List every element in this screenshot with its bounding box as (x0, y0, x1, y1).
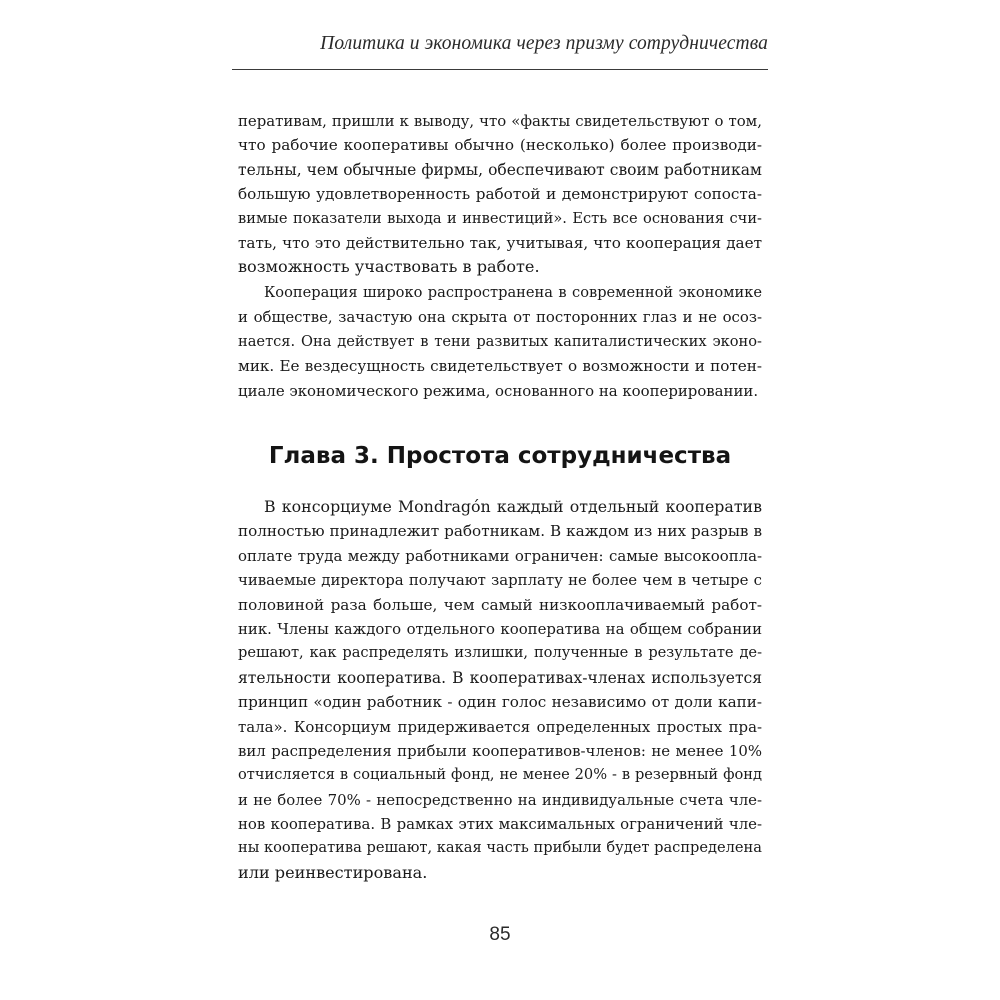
text-line: тать, что это действительно так, учитывая, что кооперация дает (238, 233, 762, 252)
paragraph-3 (238, 495, 762, 885)
header-rule (232, 69, 768, 70)
text-line: и не более 70% - непосредственно на индивидуальные счета чле- (238, 790, 762, 809)
chapter-title: Глава 3. Простота сотрудничества (268, 443, 732, 469)
text-line: возможность участвовать в работе. (238, 257, 540, 277)
text-line: нается. Она действует в тени развитых капиталистических эконо- (238, 332, 762, 350)
text-line: или реинвестирована. (238, 862, 428, 882)
text-line: полностью принадлежит работникам. В каждом из них разрыв в (238, 522, 762, 541)
text-line: и обществе, зачастую она скрыта от посторонних глаз и не осоз- (238, 308, 762, 327)
text-line: принцип «один работник - один голос независимо от доли капи- (238, 693, 762, 712)
text-line: нов кооператива. В рамках этих максимальных ограничений чле- (238, 815, 762, 834)
text-line: вил распределения прибыли кооперативов-членов: не менее 10% (238, 741, 762, 760)
page-number: 85 (489, 924, 511, 945)
text-line: половиной раза больше, чем самый низкооплачиваемый работ- (238, 595, 762, 614)
text-line: ны кооператива решают, какая часть прибыли будет распределена (238, 839, 762, 857)
paragraph-2 (238, 281, 762, 403)
text-line: перативам, пришли к выводу, что «факты свидетельствуют о том, (238, 112, 762, 130)
text-line: ник. Члены каждого отдельного кооператива на общем собрании (238, 619, 762, 638)
text-line: тала». Консорциум придерживается определенных простых пра- (238, 717, 762, 736)
text-line: чиваемые директора получают зарплату не более чем в четыре с (238, 571, 762, 590)
text-line: решают, как распределять излишки, полученные в результате де- (238, 644, 762, 662)
text-line: ятельности кооператива. В кооперативах-членах используется (238, 668, 762, 687)
text-line: отчисляется в социальный фонд, не менее 20% - в резервный фонд (238, 766, 762, 784)
text-line: большую удовлетворенность работой и демонстрируют сопоста- (238, 185, 762, 204)
text-line: В консорциуме Mondragón каждый отдельный кооператив (264, 497, 762, 516)
text-line: циале экономического режима, основанного на кооперировании. (238, 381, 759, 400)
text-line: тельны, чем обычные фирмы, обеспечивают своим работникам (238, 160, 762, 179)
text-line: что рабочие кооперативы обычно (несколько) более производи- (238, 136, 762, 155)
paragraph-1 (238, 109, 762, 280)
running-header: Политика и экономика через призму сотрудничества (320, 33, 768, 54)
text-line: вимые показатели выхода и инвестиций». Есть все основания счи- (238, 209, 762, 227)
text-line: Кооперация широко распространена в современной экономике (264, 284, 762, 301)
text-line: мик. Ее вездесущность свидетельствует о возможности и потен- (238, 357, 762, 376)
text-line: оплате труда между работниками ограничен: самые высокоопла- (238, 546, 762, 565)
